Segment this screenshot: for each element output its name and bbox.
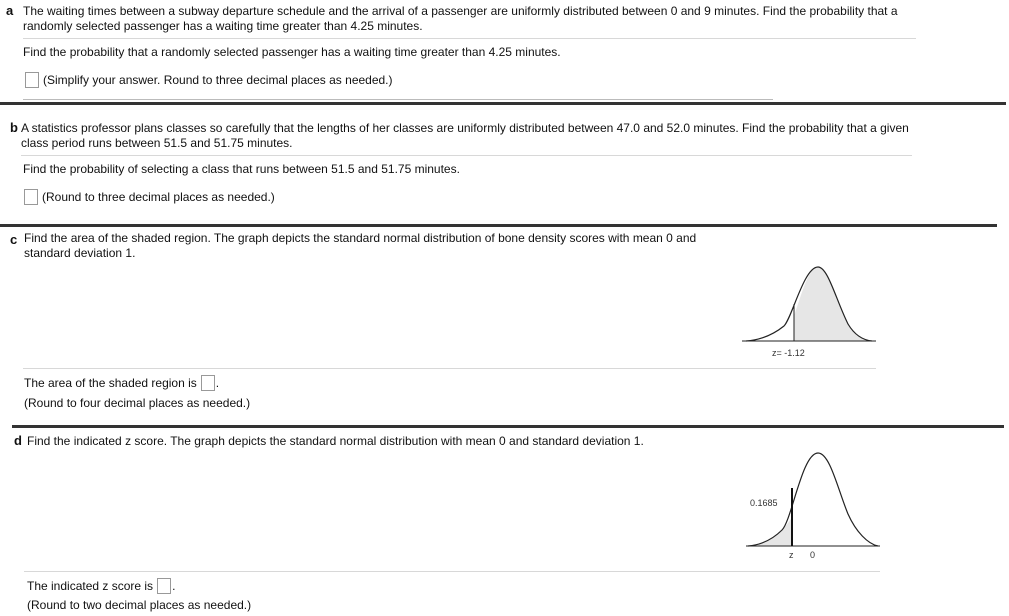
question-d-graph	[744, 450, 884, 568]
question-b-divider	[21, 155, 912, 156]
question-a-prompt: Find the probability that a randomly selected passenger has a waiting time greater than 4.25 minutes.	[23, 45, 561, 59]
question-c-line2: standard deviation 1.	[24, 246, 136, 260]
question-d-answer-row	[27, 578, 175, 594]
question-a-letter: a	[6, 3, 14, 18]
question-b-hint: (Round to three decimal places as needed.)	[42, 190, 275, 204]
question-c-answer-prefix: The area of the shaded region is	[24, 376, 197, 390]
question-b-line1: A statistics professor plans classes so carefully that the lengths of her classes are uniformly distributed between 47.0 and 52.0 minutes. Find the probability that a given	[21, 121, 909, 135]
question-d-zero-label: 0	[810, 550, 816, 560]
question-b-line2: class period runs between 51.5 and 51.75 minutes.	[21, 136, 293, 150]
question-d-letter: d	[14, 433, 22, 448]
question-c-normal-curve-svg	[740, 262, 880, 362]
question-d-z-label: z	[789, 550, 794, 560]
question-d-hint: (Round to two decimal places as needed.)	[27, 598, 252, 612]
question-c-answer-suffix: .	[215, 376, 220, 390]
section-divider-cd	[12, 425, 1004, 428]
question-c-letter: c	[10, 232, 18, 247]
question-a-answer-input[interactable]	[25, 72, 39, 88]
question-c-divider	[23, 368, 876, 369]
question-c-graph	[740, 262, 880, 365]
question-d-divider	[24, 571, 880, 572]
question-d-answer-suffix: .	[172, 579, 176, 593]
question-c-line1: Find the area of the shaded region. The graph depicts the standard normal distribution of bone density scores with mean 0 and	[24, 231, 697, 245]
question-a-answer-row	[25, 72, 393, 88]
question-b-answer-input[interactable]	[24, 189, 38, 205]
question-c-hint: (Round to four decimal places as needed.)	[24, 396, 251, 410]
question-d-area-label: 0.1685	[750, 498, 778, 508]
section-divider-ab	[0, 102, 1006, 105]
question-b-answer-row	[24, 189, 275, 205]
question-d-shaded-region	[748, 517, 792, 546]
question-a-line2: randomly selected passenger has a waiting time greater than 4.25 minutes.	[23, 19, 423, 33]
section-divider-bc	[0, 224, 997, 227]
question-c-z-label: z= -1.12	[772, 348, 805, 358]
question-b-letter: b	[10, 120, 18, 135]
question-c-answer-row	[24, 375, 219, 391]
question-a-divider	[23, 38, 916, 39]
question-d-answer-prefix: The indicated z score is	[27, 579, 154, 593]
question-c-answer-input[interactable]	[201, 375, 215, 391]
question-a-line1: The waiting times between a subway departure schedule and the arrival of a passenger are uniformly distributed between 0 and 9 minutes. Find the probability that a	[23, 4, 898, 18]
question-d-normal-curve-svg	[744, 450, 884, 565]
question-a-hint: (Simplify your answer. Round to three decimal places as needed.)	[43, 73, 393, 87]
question-a-bottom-divider	[23, 99, 773, 100]
question-d-line1: Find the indicated z score. The graph depicts the standard normal distribution with mean 0 and standard deviation 1.	[27, 434, 644, 448]
question-d-answer-input[interactable]	[157, 578, 171, 594]
question-a-text	[23, 4, 898, 34]
question-c-text	[24, 231, 696, 261]
question-b-text	[21, 121, 909, 151]
question-b-prompt: Find the probability of selecting a class that runs between 51.5 and 51.75 minutes.	[23, 162, 460, 176]
